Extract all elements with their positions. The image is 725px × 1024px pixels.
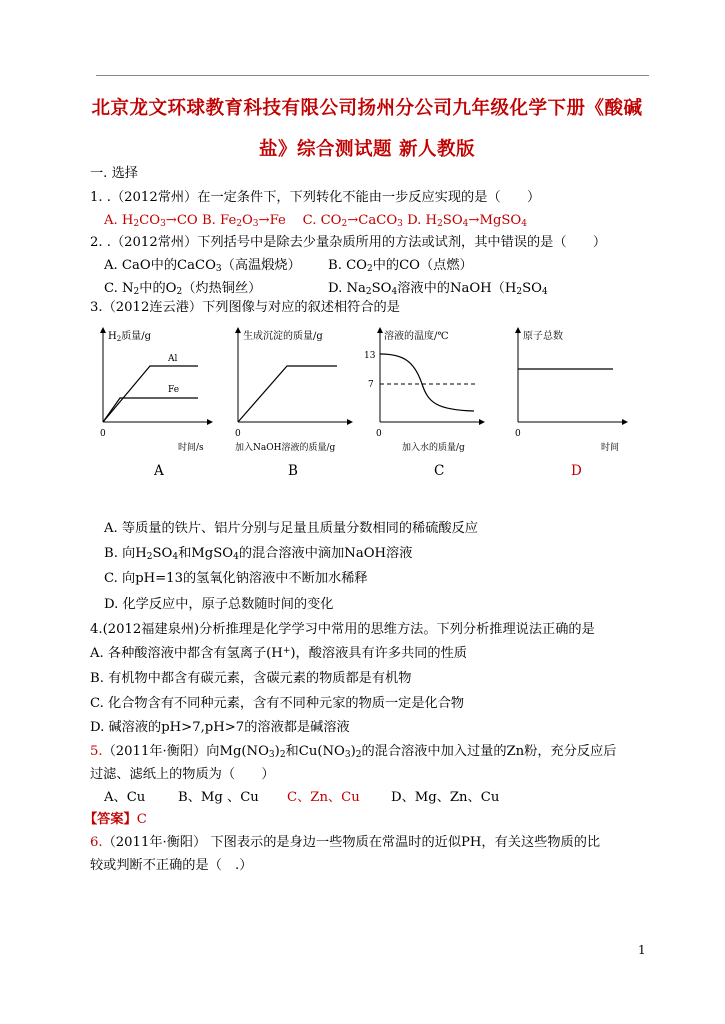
section-heading: 一. 选择 xyxy=(90,166,138,181)
graph-c-tick-7: 7 xyxy=(368,380,374,390)
q6-stem-line2: 较或判断不正确的是（ .） xyxy=(90,858,253,873)
graph-a-xlabel: 时间/s xyxy=(178,443,204,453)
graph-a-fe-line xyxy=(103,398,198,422)
graph-a-series-fe: Fe xyxy=(168,385,180,395)
q5-option-a: A、Cu xyxy=(104,790,146,805)
q1-stem: 1. .（2012常州）在一定条件下，下列转化不能由一步反应实现的是（ ） xyxy=(90,190,541,205)
graph-a-ylabel: $H_2$质量/g xyxy=(108,331,151,343)
q4-option-a: A. 各种酸溶液中都含有氢离子(H+)，酸溶液具有许多共同的性质 xyxy=(90,646,467,661)
q2-option-a: A. CaO中的CaCO$_3$（高温煅烧） xyxy=(104,258,301,274)
q4-option-b: B. 有机物中都含有碳元素，含碳元素的物质都是有机物 xyxy=(90,671,412,686)
q5-option-c: C、Zn、Cu xyxy=(287,790,360,805)
q2-option-b: B. $CO_2$中的CO（点燃） xyxy=(328,258,473,274)
page-title-line2: 盐》综合测试题 新人教版 xyxy=(259,139,475,160)
graph-c-caption: C xyxy=(434,463,445,479)
graph-d-xlabel: 时间 xyxy=(601,443,620,453)
graph-a-caption: A xyxy=(154,463,164,479)
q5-stem-line2: 过滤、滤纸上的物质为（ ） xyxy=(90,767,275,782)
graph-b-caption: B xyxy=(288,463,298,479)
graph-d-caption: D xyxy=(571,463,582,479)
graph-b-line xyxy=(238,366,337,422)
graph-c-tick-13: 13 xyxy=(364,351,376,361)
graph-d-origin: 0 xyxy=(515,429,521,439)
graph-a-al-line xyxy=(103,366,198,422)
q3-option-a: A. 等质量的铁片、铝片分别与足量且质量分数相同的稀硫酸反应 xyxy=(104,521,478,536)
graph-b xyxy=(225,322,360,457)
graph-c-xlabel: 加入水的质量/g xyxy=(402,443,465,453)
q3-option-d: D. 化学反应中，原子总数随时间的变化 xyxy=(104,597,334,612)
graph-b-ylabel: 生成沉淀的质量/g xyxy=(243,331,323,342)
graph-a xyxy=(90,322,215,457)
q5-answer xyxy=(84,812,147,828)
q5-option-d: D、Mg、Zn、Cu xyxy=(391,790,500,805)
q3-stem: 3.（2012连云港）下列图像与对应的叙述相符合的是 xyxy=(90,300,400,315)
graph-d xyxy=(505,322,630,457)
q5-stem-line1: 5.（2011年·衡阳）向$Mg(NO_3)_2$和$Cu(NO_3)_2$的混合溶液中加入过量的Zn粉，充分反应后 xyxy=(90,744,617,760)
graph-b-origin: 0 xyxy=(235,429,241,439)
graph-c xyxy=(362,322,487,457)
graph-c-ylabel: 溶液的温度/℃ xyxy=(384,331,449,342)
graph-a-origin: 0 xyxy=(100,429,106,439)
q6-stem-line1: 6.（2011年·衡阳） 下图表示的是身边一些物质在常温时的近似PH，有关这些物质的比 xyxy=(90,835,601,850)
graph-a-series-al: Al xyxy=(168,354,178,364)
q2-option-c: C. $N_2$中的$O_2$（灼热铜丝） xyxy=(104,281,262,297)
q1-options: A. $H_2CO_3\to CO$ B. $Fe_2O_3\to Fe$ C. $CO_2\to CaCO_3$ D. $H_2SO_4\to MgSO_4$ xyxy=(104,213,527,229)
q4-option-c: C. 化合物含有不同种元素，含有不同种元家的物质一定是化合物 xyxy=(90,696,465,711)
graph-b-xlabel: 加入NaOH溶液的质量/g xyxy=(235,443,336,453)
graph-c-origin: 0 xyxy=(376,429,382,439)
q3-option-b: B. 向$H_2SO_4$和MgSO$_4$的混合溶液中滴加NaOH溶液 xyxy=(104,546,413,562)
q5-answer-label: 【答案】 xyxy=(84,812,137,827)
graph-d-ylabel: 原子总数 xyxy=(523,331,563,342)
q5-answer-value: C xyxy=(136,812,147,827)
page-title-line1: 北京龙文环球教育科技有限公司扬州分公司九年级化学下册《酸碱 xyxy=(91,98,643,119)
q2-option-d: D. $Na_2SO_4$溶液中的$NaOH(H_2SO_4$ xyxy=(328,281,548,297)
graph-c-curve xyxy=(380,354,474,411)
q4-option-d: D. 碱溶液的pH>7,pH>7的溶液都是碱溶液 xyxy=(90,720,350,735)
q5-option-b: B、Mg 、Cu xyxy=(178,790,259,805)
page-number: 1 xyxy=(638,943,646,957)
q2-stem: 2. .（2012常州）下列括号中是除去少量杂质所用的方法或试剂，其中错误的是（ ） xyxy=(90,235,607,250)
q4-stem: 4.(2012福建泉州)分析推理是化学学习中常用的思维方法。下列分析推理说法正确的是 xyxy=(90,622,595,637)
header-rule xyxy=(96,75,649,76)
q3-option-c: C. 向pH=13的氢氧化钠溶液中不断加水稀释 xyxy=(104,571,368,586)
